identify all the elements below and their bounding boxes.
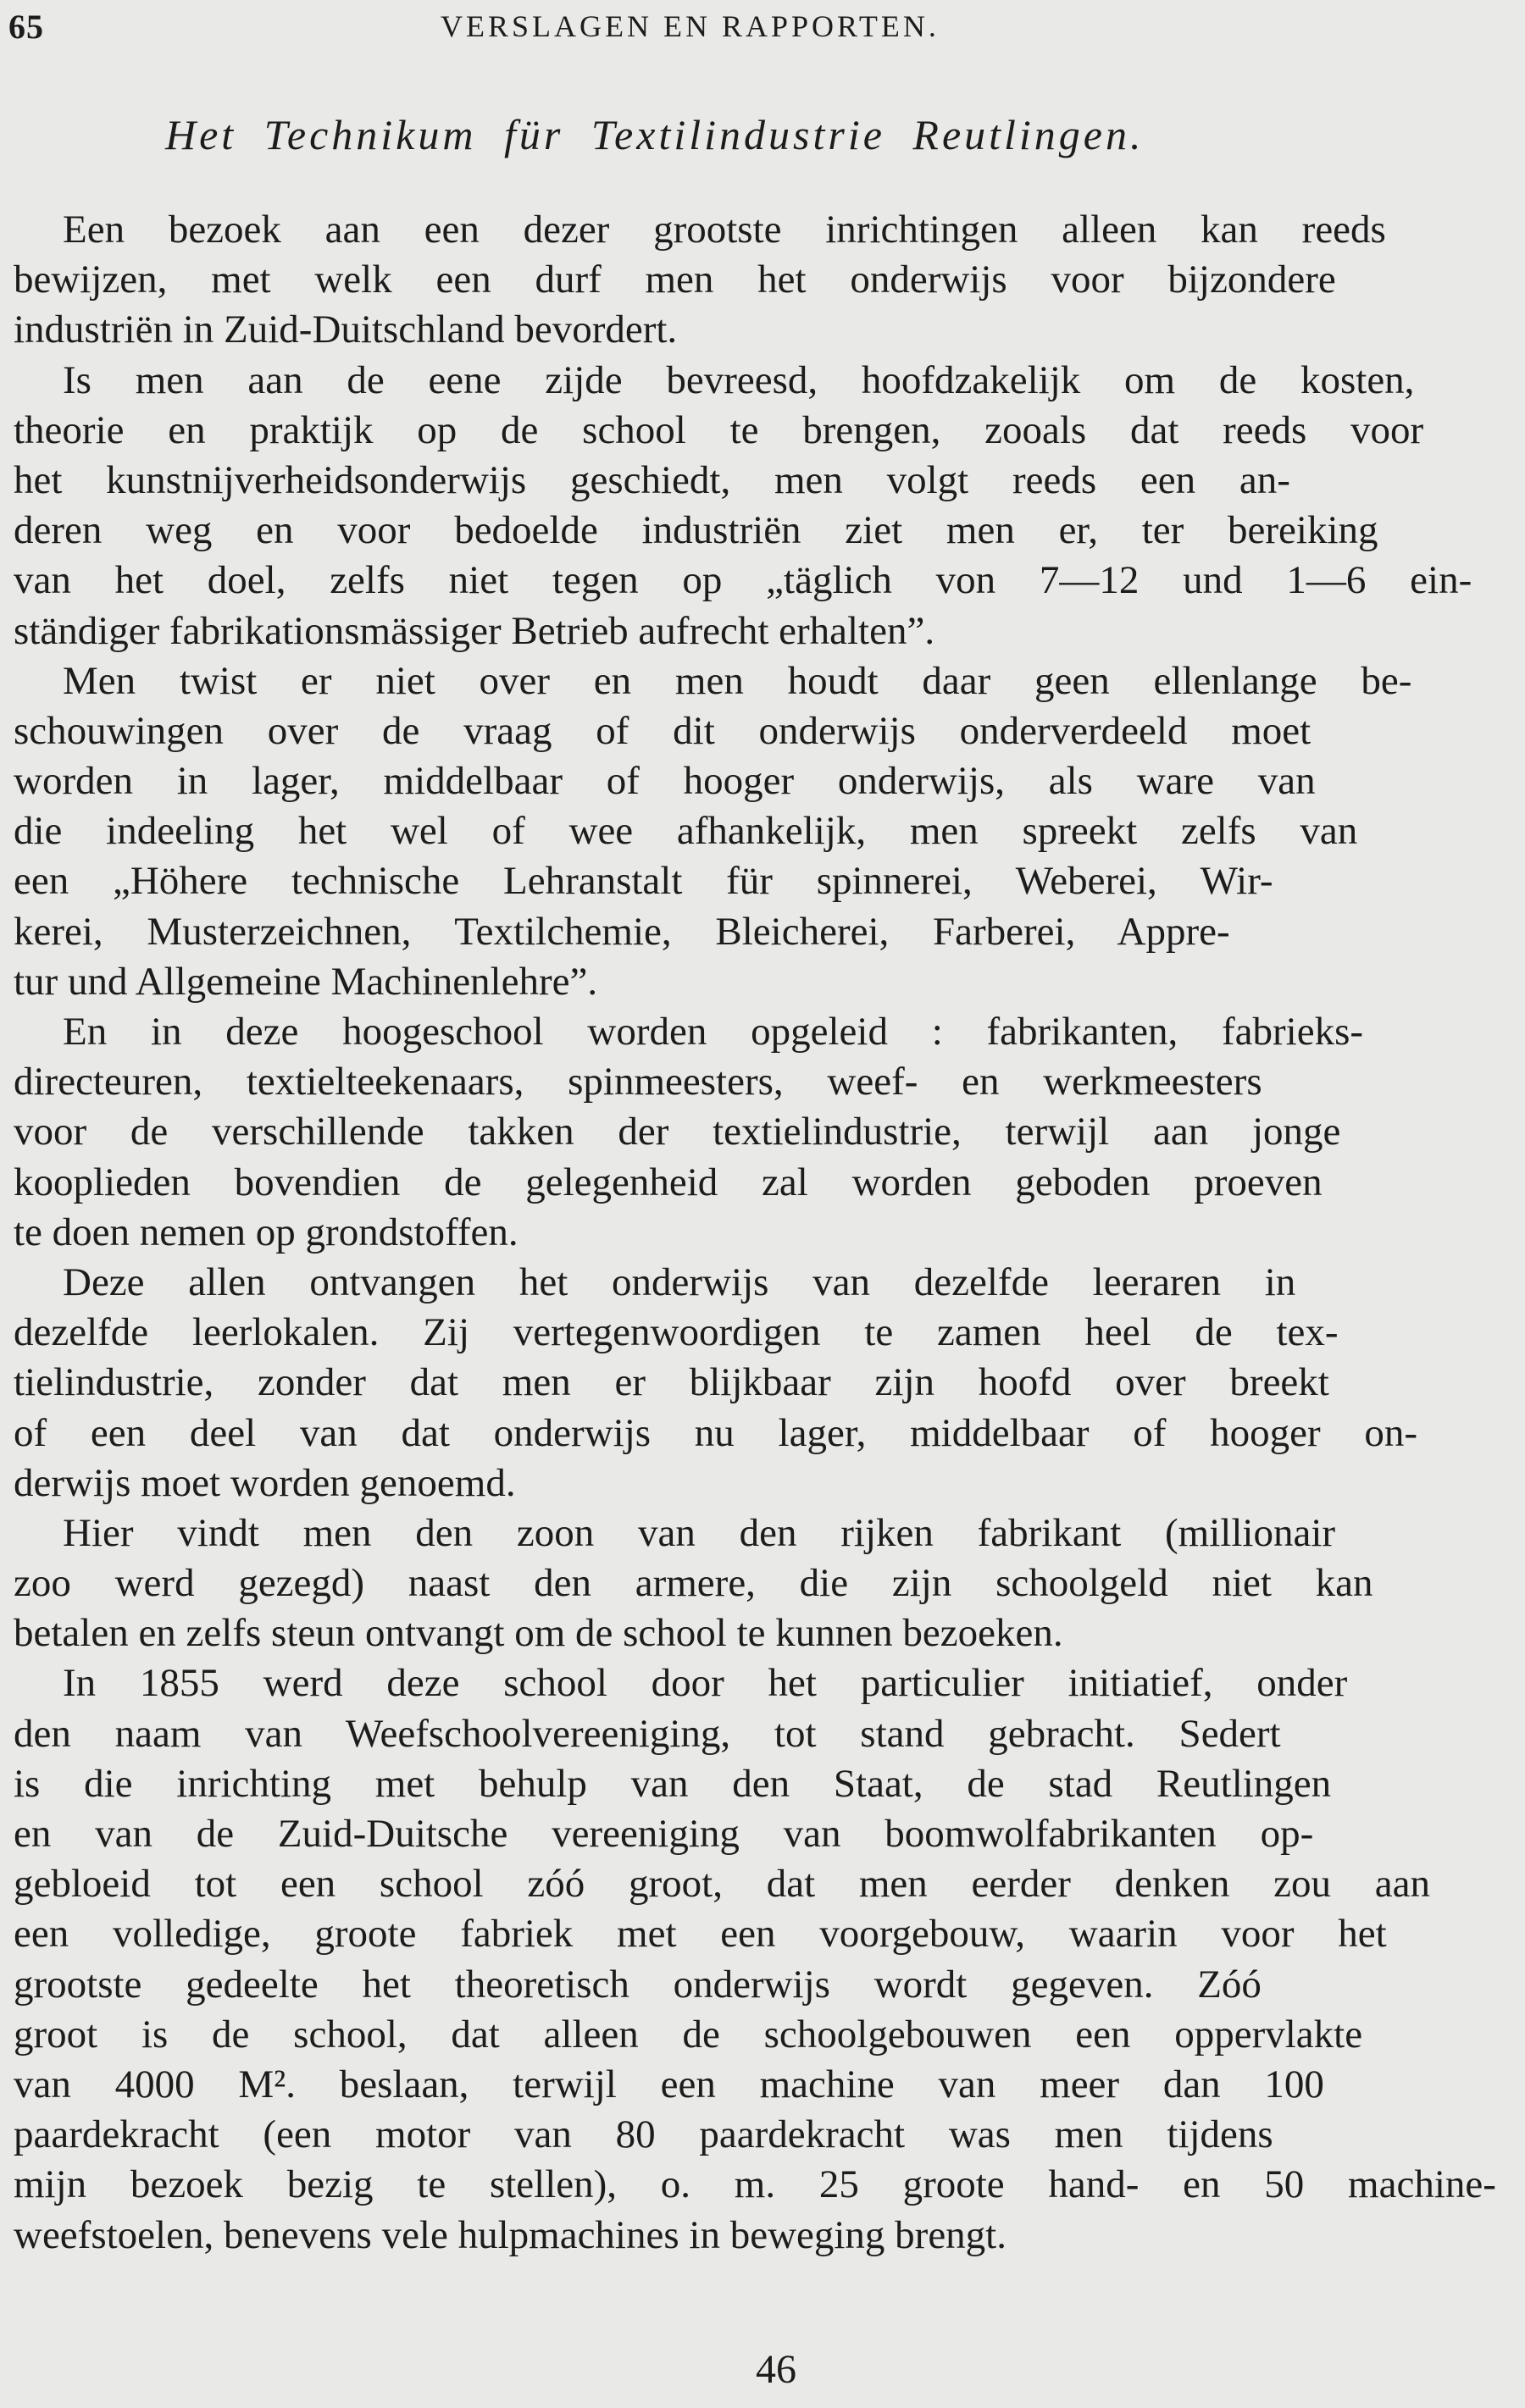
paragraph (14, 1658, 1517, 2260)
text-line: ständiger fabrikationsmässiger Betrieb aufrecht erhalten”. (14, 608, 935, 653)
paragraph (14, 1258, 1517, 1508)
text-line: Men twist er niet over en men houdt daar geen ellenlange be- (63, 658, 1412, 703)
text-line: groot is de school, dat alleen de schoolgebouwen een oppervlakte (14, 2012, 1363, 2056)
text-line: mijn bezoek bezig te stellen), o. m. 25 groote hand- en 50 machine- (14, 2162, 1496, 2207)
text-line: kooplieden bovendien de gelegenheid zal worden geboden proeven (14, 1160, 1323, 1204)
article-body (14, 205, 1517, 2261)
text-line: En in deze hoogeschool worden opgeleid : fabrikanten, fabrieks- (63, 1010, 1364, 1054)
text-line: gebloeid tot een school zóó groot, dat men eerder denken zou aan (14, 1862, 1430, 1907)
text-line: of een deel van dat onderwijs nu lager, middelbaar of hooger on- (14, 1410, 1418, 1455)
text-line: Is men aan de eene zijde bevreesd, hoofdzakelijk om de kosten, (63, 357, 1415, 402)
text-line: tielindustrie, zonder dat men er blijkbaar zijn hoofd over breekt (14, 1360, 1329, 1405)
text-line: directeuren, textielteekenaars, spinmeesters, weef- en werkmeesters (14, 1060, 1262, 1104)
text-line: een „Höhere technische Lehranstalt für spinnerei, Weberei, Wir- (14, 859, 1273, 904)
text-line: kerei, Musterzeichnen, Textilchemie, Bleicherei, Farberei, Appre- (14, 909, 1230, 954)
text-line: voor de verschillende takken der textielindustrie, terwijl aan jonge (14, 1110, 1341, 1154)
text-line: van 4000 M². beslaan, terwijl een machine van meer dan 100 (14, 2062, 1324, 2106)
text-line: tur und Allgemeine Machinenlehre”. (14, 959, 598, 1004)
text-line: derwijs moet worden genoemd. (14, 1460, 516, 1505)
paragraph (14, 1508, 1517, 1659)
text-line: schouwingen over de vraag of dit onderwijs onderverdeeld moet (14, 708, 1312, 753)
text-line: is die inrichting met behulp van den Staat, de stad Reutlingen (14, 1761, 1332, 1806)
text-line: die indeeling het wel of wee afhankelijk, men spreekt zelfs van (14, 809, 1358, 854)
text-line: In 1855 werd deze school door het particulier initiatief, onder (63, 1661, 1348, 1706)
text-line: theorie en praktijk op de school te brengen, zooals dat reeds voor (14, 407, 1424, 452)
text-line: te doen nemen op grondstoffen. (14, 1210, 518, 1254)
text-line: Hier vindt men den zoon van den rijken fabrikant (millionair (63, 1510, 1336, 1555)
text-line: een volledige, groote fabriek met een voorgebouw, waarin voor het (14, 1912, 1387, 1957)
text-line: betalen en zelfs steun ontvangt om de school te kunnen bezoeken. (14, 1611, 1063, 1656)
text-line: dezelfde leerlokalen. Zij vertegenwoordigen te zamen heel de tex- (14, 1310, 1339, 1355)
article-title: Het Technikum für Textilindustrie Reutlingen. (165, 111, 1145, 158)
text-line: het kunstnijverheidsonderwijs geschiedt, men volgt reeds een an- (14, 457, 1290, 502)
text-line: Deze allen ontvangen het onderwijs van dezelfde leeraren in (63, 1259, 1296, 1304)
text-line: Een bezoek aan een dezer grootste inrichtingen alleen kan reeds (63, 208, 1386, 252)
text-line: worden in lager, middelbaar of hooger onderwijs, als ware van (14, 759, 1316, 804)
running-head: VERSLAGEN EN RAPPORTEN. (441, 9, 940, 43)
text-line: paardekracht (een motor van 80 paardekracht was men tijdens (14, 2112, 1273, 2157)
page-number-top: 65 (8, 8, 44, 46)
paragraph (14, 656, 1517, 1007)
text-line: en van de Zuid-Duitsche vereeniging van boomwolfabrikanten op- (14, 1812, 1314, 1856)
text-line: weefstoelen, benevens vele hulpmachines in beweging brengt. (14, 2212, 1006, 2257)
text-line: van het doel, zelfs niet tegen op „täglich von 7—12 und 1—6 ein- (14, 558, 1472, 603)
text-line: deren weg en voor bedoelde industriën ziet men er, ter bereiking (14, 508, 1378, 553)
text-line: den naam van Weefschoolvereeniging, tot stand gebracht. Sedert (14, 1711, 1281, 1756)
text-line: bewijzen, met welk een durf men het onderwijs voor bijzondere (14, 257, 1336, 302)
paragraph (14, 205, 1517, 356)
text-line: zoo werd gezegd) naast den armere, die zijn schoolgeld niet kan (14, 1561, 1373, 1606)
paragraph (14, 1007, 1517, 1258)
paragraph (14, 356, 1517, 656)
text-line: industriën in Zuid-Duitschland bevordert. (14, 307, 678, 352)
text-line: grootste gedeelte het theoretisch onderwijs wordt gegeven. Zóó (14, 1962, 1262, 2007)
page-number-bottom: 46 (756, 2347, 796, 2392)
